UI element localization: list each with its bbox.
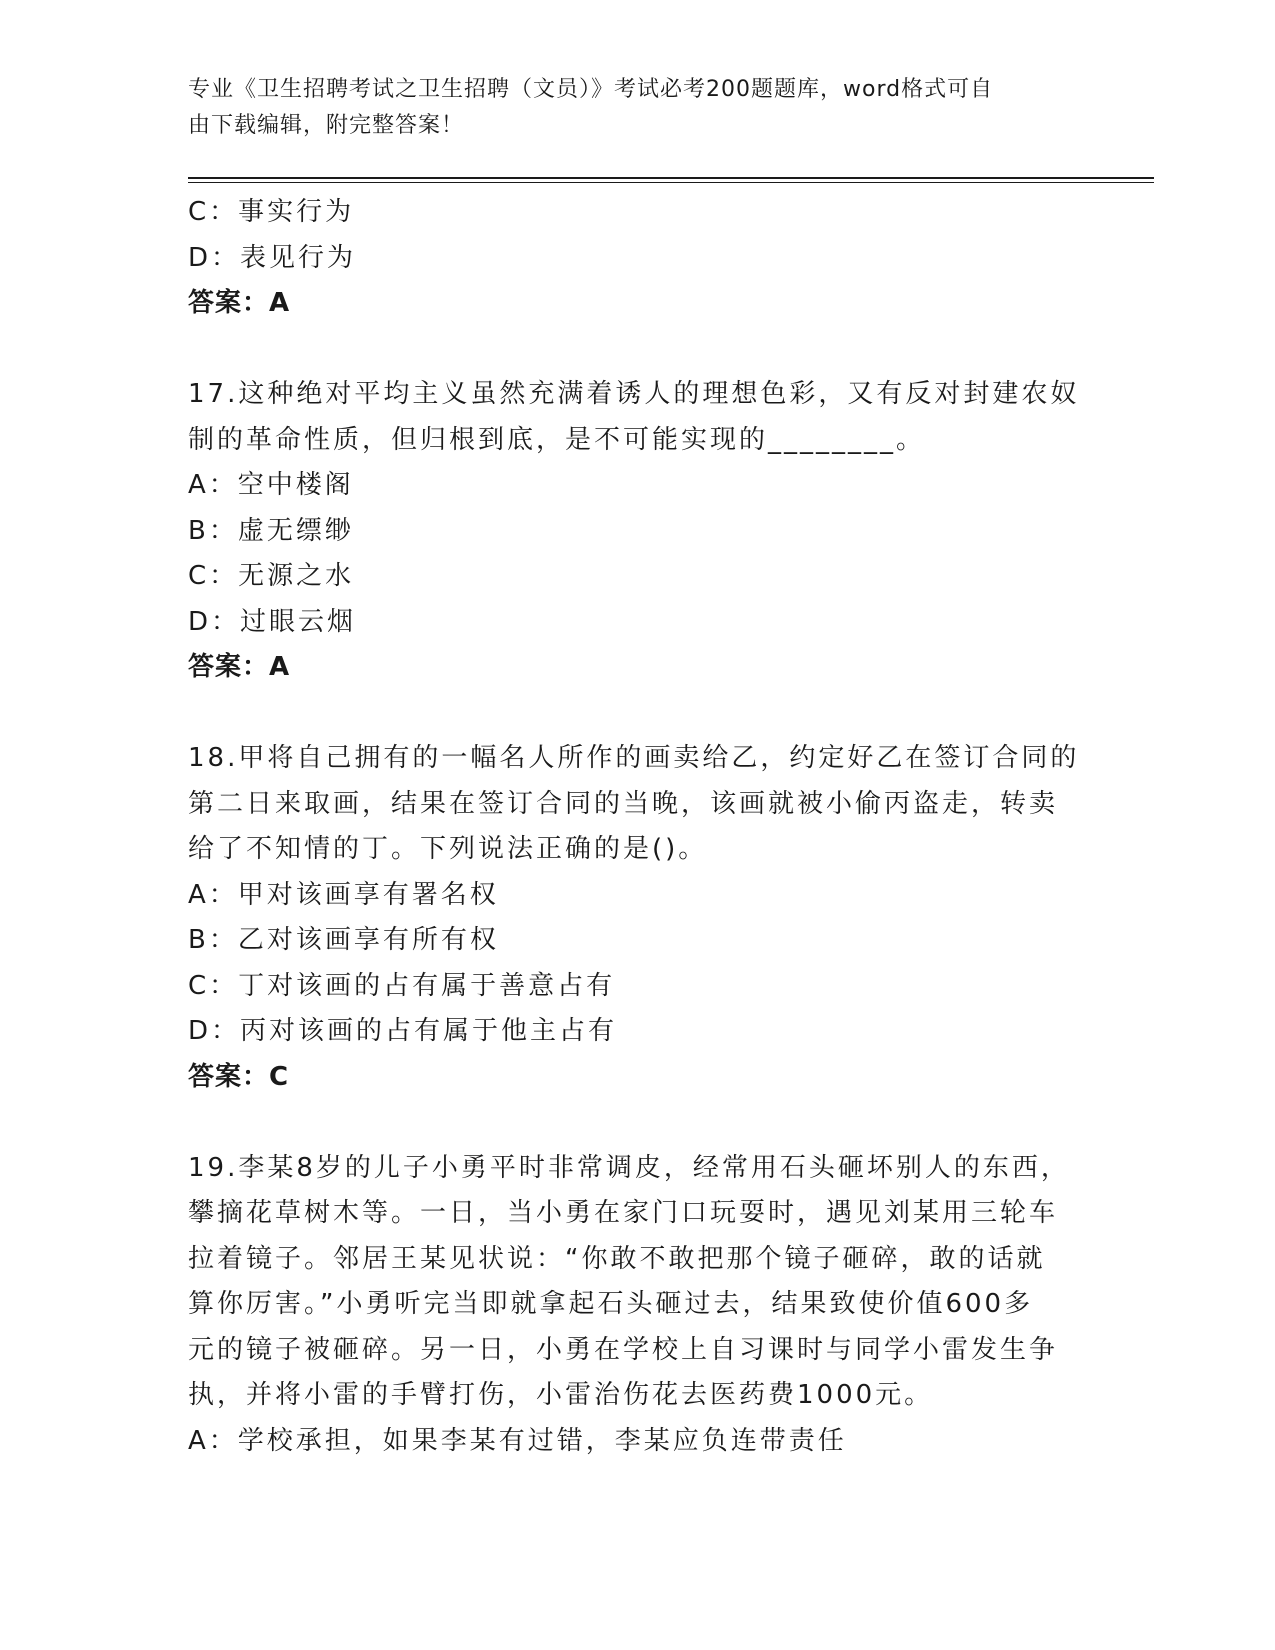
q19-stem-line-4: 算你厉害。”小勇听完当即就拿起石头砸过去，结果致使价值600多 xyxy=(188,1289,1034,1319)
q17-stem-line-2: 制的革命性质，但归根到底，是不可能实现的________。 xyxy=(188,424,926,455)
q18-stem-line-3: 给了不知情的丁。下列说法正确的是()。 xyxy=(188,834,708,864)
q17-option-d: D：过眼云烟 xyxy=(188,606,357,637)
document-header xyxy=(188,72,1068,144)
question-list xyxy=(188,190,1088,1464)
question-18 xyxy=(188,736,1088,1100)
q19-stem-line-5: 元的镜子被砸碎。另一日，小勇在学校上自习课时与同学小雷发生争 xyxy=(188,1334,1059,1365)
q19-stem-line-6: 执，并将小雷的手臂打伤，小雷治伤花去医药费1000元。 xyxy=(188,1380,934,1410)
q18-option-a: A：甲对该画享有署名权 xyxy=(188,879,499,910)
q17-stem-line-1: 17.这种绝对平均主义虽然充满着诱人的理想色彩，又有反对封建农奴 xyxy=(188,379,1080,409)
q17-option-b: B：虚无缥缈 xyxy=(188,515,354,546)
q17-option-c: C：无源之水 xyxy=(188,561,355,591)
q19-stem-line-3: 拉着镜子。邻居王某见状说：“你敢不敢把那个镜子砸碎，敢的话就 xyxy=(188,1243,1046,1274)
header-divider-thin xyxy=(188,182,1154,183)
q19-stem-line-1: 19.李某8岁的儿子小勇平时非常调皮，经常用石头砸坏别人的东西， xyxy=(188,1152,1070,1183)
q19-option-a: A：学校承担，如果李某有过错，李某应负连带责任 xyxy=(188,1425,847,1456)
q17-stem xyxy=(188,372,1088,463)
question-19 xyxy=(188,1146,1088,1465)
q18-stem-line-2: 第二日来取画，结果在签订合同的当晚，该画就被小偷丙盗走，转卖 xyxy=(188,788,1059,819)
header-divider-thick xyxy=(188,177,1154,179)
q17-answer: 答案：A xyxy=(188,652,291,682)
header-line-2: 由下载编辑，附完整答案！ xyxy=(188,113,465,138)
q16-option-d: D：表见行为 xyxy=(188,242,357,273)
question-16 xyxy=(188,190,1088,327)
q17-option-a: A：空中楼阁 xyxy=(188,470,354,500)
q19-stem xyxy=(188,1146,1088,1419)
q19-stem-line-2: 攀摘花草树木等。一日，当小勇在家门口玩耍时，遇见刘某用三轮车 xyxy=(188,1198,1059,1228)
q18-stem xyxy=(188,736,1088,873)
q18-option-b: B：乙对该画享有所有权 xyxy=(188,925,499,955)
q16-answer: 答案：A xyxy=(188,288,291,318)
q18-answer: 答案：C xyxy=(188,1061,290,1092)
spacer xyxy=(188,327,1088,373)
q18-stem-line-1: 18.甲将自己拥有的一幅名人所作的画卖给乙，约定好乙在签订合同的 xyxy=(188,743,1080,773)
header-line-1: 专业《卫生招聘考试之卫生招聘（文员）》考试必考200题题库，word格式可自 xyxy=(188,77,994,102)
q18-option-c: C：丁对该画的占有属于善意占有 xyxy=(188,970,616,1001)
spacer xyxy=(188,691,1088,737)
question-17 xyxy=(188,372,1088,691)
spacer xyxy=(188,1100,1088,1146)
q18-option-d: D：丙对该画的占有属于他主占有 xyxy=(188,1016,618,1046)
q16-option-c: C：事实行为 xyxy=(188,197,355,227)
